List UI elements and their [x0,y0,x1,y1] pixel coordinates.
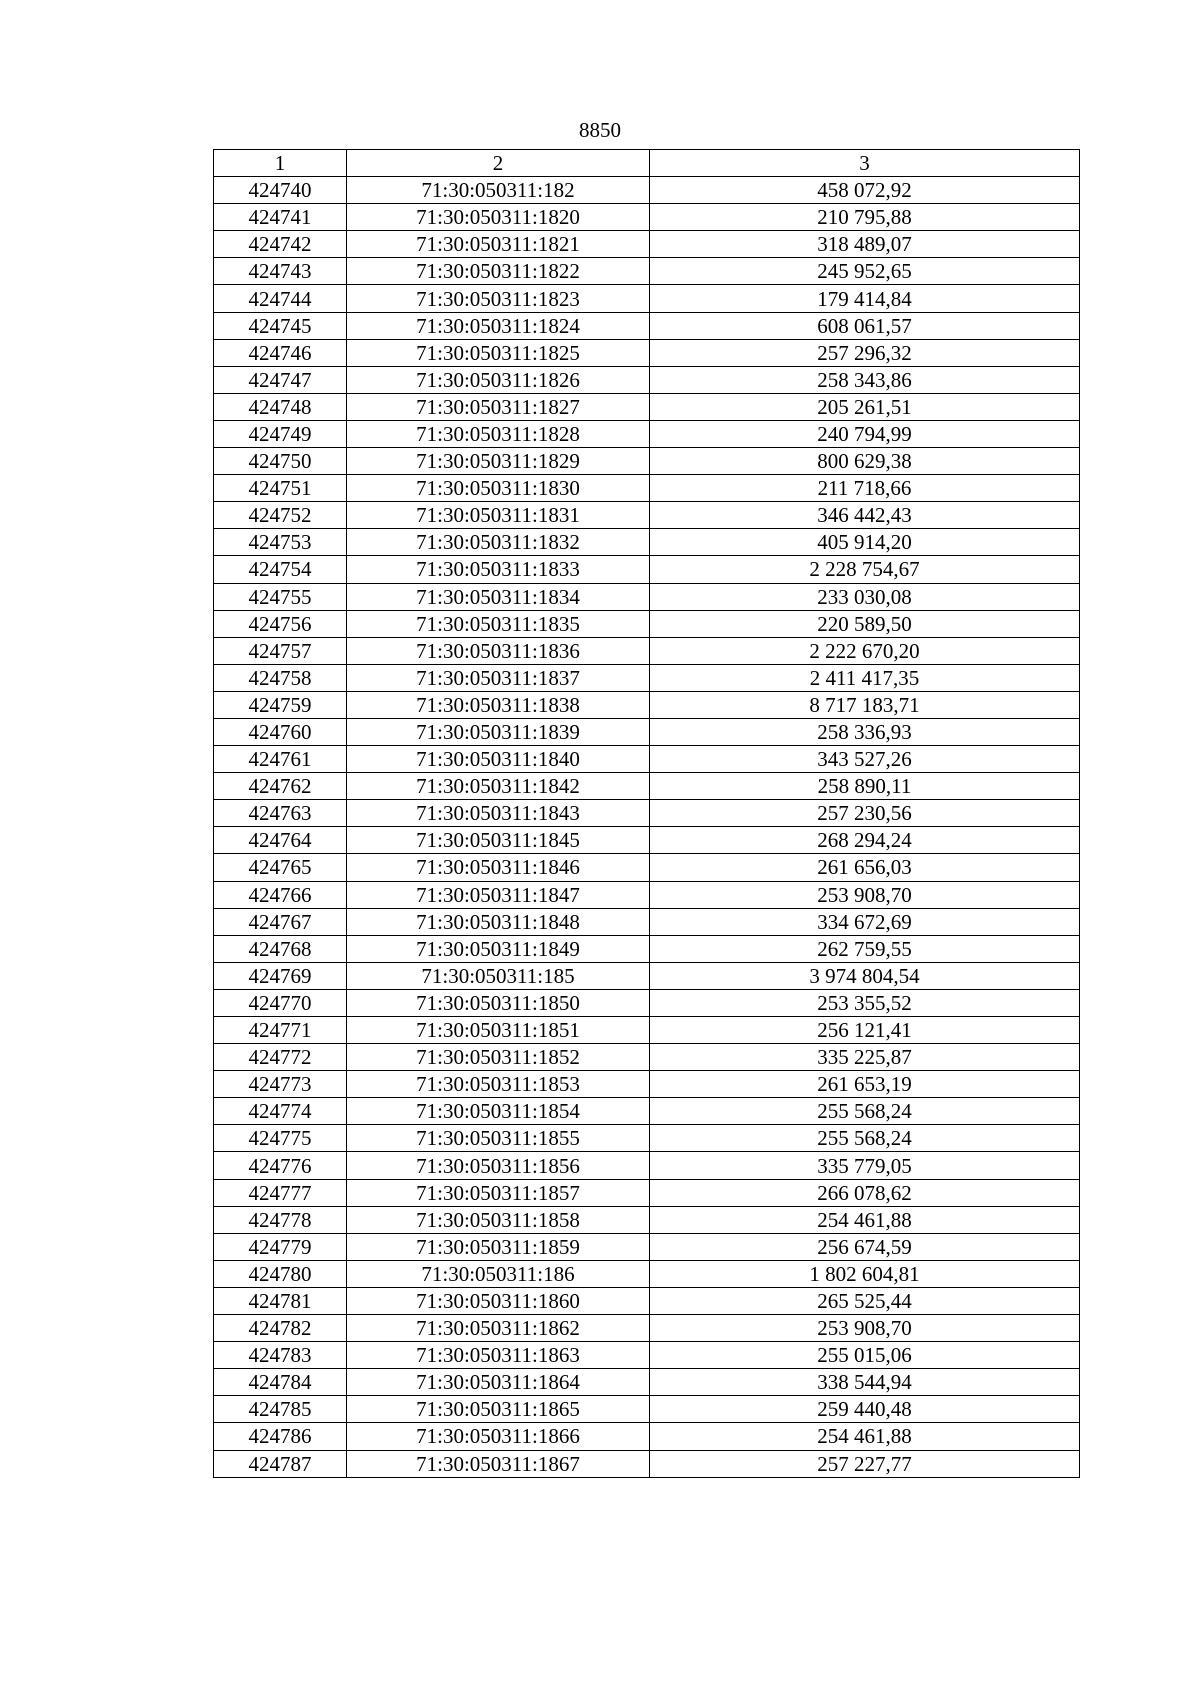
cadastral-number-cell: 71:30:050311:1851 [347,1017,650,1044]
cadastral-number-cell: 71:30:050311:1862 [347,1315,650,1342]
table-row [214,746,1080,773]
cadastral-number-cell: 71:30:050311:1858 [347,1206,650,1233]
cadastral-number-cell: 71:30:050311:1838 [347,691,650,718]
table-row [214,1152,1080,1179]
table-row [214,691,1080,718]
value-cell: 608 061,57 [650,312,1080,339]
row-number-cell: 424773 [214,1071,347,1098]
table-row [214,529,1080,556]
row-number-cell: 424743 [214,258,347,285]
value-cell: 266 078,62 [650,1179,1080,1206]
table-row [214,854,1080,881]
cadastral-number-cell: 71:30:050311:1845 [347,827,650,854]
row-number-cell: 424762 [214,773,347,800]
table-row [214,962,1080,989]
cadastral-number-cell: 71:30:050311:1824 [347,312,650,339]
table-row [214,827,1080,854]
cadastral-number-cell: 71:30:050311:1834 [347,583,650,610]
value-cell: 334 672,69 [650,908,1080,935]
row-number-cell: 424744 [214,285,347,312]
table-row [214,285,1080,312]
cadastral-number-cell: 71:30:050311:1833 [347,556,650,583]
row-number-cell: 424747 [214,366,347,393]
value-cell: 261 656,03 [650,854,1080,881]
row-number-cell: 424742 [214,231,347,258]
cadastral-number-cell: 71:30:050311:1847 [347,881,650,908]
table-row [214,1287,1080,1314]
cadastral-number-cell: 71:30:050311:1865 [347,1396,650,1423]
table-row [214,718,1080,745]
row-number-cell: 424765 [214,854,347,881]
value-cell: 265 525,44 [650,1287,1080,1314]
row-number-cell: 424763 [214,800,347,827]
row-number-cell: 424782 [214,1315,347,1342]
cadastral-number-cell: 71:30:050311:186 [347,1260,650,1287]
row-number-cell: 424787 [214,1450,347,1477]
cadastral-number-cell: 71:30:050311:1839 [347,718,650,745]
row-number-cell: 424740 [214,177,347,204]
cadastral-number-cell: 71:30:050311:1827 [347,393,650,420]
row-number-cell: 424749 [214,420,347,447]
table-row [214,420,1080,447]
table-row [214,1423,1080,1450]
cadastral-number-cell: 71:30:050311:1820 [347,204,650,231]
value-cell: 253 355,52 [650,989,1080,1016]
table-row [214,1017,1080,1044]
cadastral-number-cell: 71:30:050311:1829 [347,448,650,475]
value-cell: 256 674,59 [650,1233,1080,1260]
table-row [214,637,1080,664]
cadastral-number-cell: 71:30:050311:1828 [347,420,650,447]
value-cell: 405 914,20 [650,529,1080,556]
cadastral-number-cell: 71:30:050311:1850 [347,989,650,1016]
value-cell: 255 568,24 [650,1098,1080,1125]
table-row [214,664,1080,691]
row-number-cell: 424741 [214,204,347,231]
table-row [214,1179,1080,1206]
column-header-3: 3 [650,150,1080,177]
row-number-cell: 424760 [214,718,347,745]
table-header-row [214,150,1080,177]
row-number-cell: 424769 [214,962,347,989]
table-row [214,1071,1080,1098]
row-number-cell: 424752 [214,502,347,529]
row-number-cell: 424753 [214,529,347,556]
table-row [214,177,1080,204]
value-cell: 255 015,06 [650,1342,1080,1369]
cadastral-number-cell: 71:30:050311:1832 [347,529,650,556]
table-row [214,556,1080,583]
cadastral-number-cell: 71:30:050311:1856 [347,1152,650,1179]
value-cell: 220 589,50 [650,610,1080,637]
value-cell: 253 908,70 [650,1315,1080,1342]
value-cell: 335 225,87 [650,1044,1080,1071]
value-cell: 257 227,77 [650,1450,1080,1477]
column-header-1: 1 [214,150,347,177]
cadastral-number-cell: 71:30:050311:1854 [347,1098,650,1125]
value-cell: 346 442,43 [650,502,1080,529]
value-cell: 255 568,24 [650,1125,1080,1152]
value-cell: 256 121,41 [650,1017,1080,1044]
cadastral-number-cell: 71:30:050311:1826 [347,366,650,393]
table-row [214,908,1080,935]
value-cell: 233 030,08 [650,583,1080,610]
value-cell: 2 228 754,67 [650,556,1080,583]
table-row [214,1369,1080,1396]
value-cell: 261 653,19 [650,1071,1080,1098]
row-number-cell: 424764 [214,827,347,854]
table-row [214,1125,1080,1152]
row-number-cell: 424777 [214,1179,347,1206]
cadastral-number-cell: 71:30:050311:1849 [347,935,650,962]
value-cell: 254 461,88 [650,1423,1080,1450]
cadastral-number-cell: 71:30:050311:1837 [347,664,650,691]
cadastral-number-cell: 71:30:050311:1866 [347,1423,650,1450]
table-row [214,1206,1080,1233]
row-number-cell: 424754 [214,556,347,583]
row-number-cell: 424780 [214,1260,347,1287]
table-row [214,1233,1080,1260]
value-cell: 253 908,70 [650,881,1080,908]
cadastral-number-cell: 71:30:050311:1846 [347,854,650,881]
value-cell: 1 802 604,81 [650,1260,1080,1287]
row-number-cell: 424768 [214,935,347,962]
table-row [214,258,1080,285]
row-number-cell: 424748 [214,393,347,420]
cadastral-number-cell: 71:30:050311:1822 [347,258,650,285]
cadastral-number-cell: 71:30:050311:1823 [347,285,650,312]
table-row [214,1044,1080,1071]
cadastral-number-cell: 71:30:050311:1852 [347,1044,650,1071]
row-number-cell: 424755 [214,583,347,610]
table-row [214,312,1080,339]
row-number-cell: 424761 [214,746,347,773]
table-row [214,204,1080,231]
cadastral-number-cell: 71:30:050311:1842 [347,773,650,800]
cadastral-number-cell: 71:30:050311:1863 [347,1342,650,1369]
value-cell: 179 414,84 [650,285,1080,312]
row-number-cell: 424776 [214,1152,347,1179]
row-number-cell: 424759 [214,691,347,718]
value-cell: 262 759,55 [650,935,1080,962]
value-cell: 800 629,38 [650,448,1080,475]
table-row [214,610,1080,637]
table-row [214,1260,1080,1287]
table-row [214,502,1080,529]
table-body [214,177,1080,1478]
row-number-cell: 424784 [214,1369,347,1396]
value-cell: 2 411 417,35 [650,664,1080,691]
value-cell: 240 794,99 [650,420,1080,447]
value-cell: 268 294,24 [650,827,1080,854]
table-row [214,1342,1080,1369]
value-cell: 257 230,56 [650,800,1080,827]
value-cell: 211 718,66 [650,475,1080,502]
value-cell: 205 261,51 [650,393,1080,420]
table-row [214,800,1080,827]
table-row [214,881,1080,908]
row-number-cell: 424758 [214,664,347,691]
row-number-cell: 424746 [214,339,347,366]
row-number-cell: 424745 [214,312,347,339]
table-row [214,1396,1080,1423]
row-number-cell: 424767 [214,908,347,935]
cadastral-number-cell: 71:30:050311:1867 [347,1450,650,1477]
table-row [214,583,1080,610]
cadastral-number-cell: 71:30:050311:1831 [347,502,650,529]
cadastral-number-cell: 71:30:050311:1843 [347,800,650,827]
cadastral-number-cell: 71:30:050311:1853 [347,1071,650,1098]
page-number: 8850 [579,118,621,142]
table-row [214,773,1080,800]
row-number-cell: 424756 [214,610,347,637]
row-number-cell: 424781 [214,1287,347,1314]
table-row [214,1450,1080,1477]
cadastral-number-cell: 71:30:050311:1840 [347,746,650,773]
value-cell: 258 890,11 [650,773,1080,800]
value-cell: 338 544,94 [650,1369,1080,1396]
table-row [214,475,1080,502]
row-number-cell: 424783 [214,1342,347,1369]
table-row [214,448,1080,475]
cadastral-number-cell: 71:30:050311:1859 [347,1233,650,1260]
row-number-cell: 424772 [214,1044,347,1071]
value-cell: 335 779,05 [650,1152,1080,1179]
row-number-cell: 424785 [214,1396,347,1423]
value-cell: 318 489,07 [650,231,1080,258]
value-cell: 258 343,86 [650,366,1080,393]
table-row [214,366,1080,393]
value-cell: 210 795,88 [650,204,1080,231]
row-number-cell: 424750 [214,448,347,475]
value-cell: 3 974 804,54 [650,962,1080,989]
cadastral-number-cell: 71:30:050311:1835 [347,610,650,637]
table-row [214,935,1080,962]
value-cell: 257 296,32 [650,339,1080,366]
cadastral-number-cell: 71:30:050311:1836 [347,637,650,664]
value-cell: 458 072,92 [650,177,1080,204]
row-number-cell: 424771 [214,1017,347,1044]
row-number-cell: 424770 [214,989,347,1016]
cadastral-number-cell: 71:30:050311:185 [347,962,650,989]
value-cell: 343 527,26 [650,746,1080,773]
cadastral-number-cell: 71:30:050311:1855 [347,1125,650,1152]
row-number-cell: 424751 [214,475,347,502]
row-number-cell: 424775 [214,1125,347,1152]
row-number-cell: 424757 [214,637,347,664]
table-row [214,231,1080,258]
cadastral-number-cell: 71:30:050311:1860 [347,1287,650,1314]
cadastral-number-cell: 71:30:050311:1848 [347,908,650,935]
data-table [213,149,1080,1478]
row-number-cell: 424774 [214,1098,347,1125]
table-row [214,989,1080,1016]
cadastral-number-cell: 71:30:050311:1830 [347,475,650,502]
value-cell: 254 461,88 [650,1206,1080,1233]
table-row [214,339,1080,366]
cadastral-number-cell: 71:30:050311:1825 [347,339,650,366]
value-cell: 245 952,65 [650,258,1080,285]
row-number-cell: 424779 [214,1233,347,1260]
row-number-cell: 424786 [214,1423,347,1450]
cadastral-number-cell: 71:30:050311:1821 [347,231,650,258]
row-number-cell: 424766 [214,881,347,908]
value-cell: 8 717 183,71 [650,691,1080,718]
cadastral-number-cell: 71:30:050311:1864 [347,1369,650,1396]
table-row [214,1098,1080,1125]
column-header-2: 2 [347,150,650,177]
value-cell: 2 222 670,20 [650,637,1080,664]
cadastral-number-cell: 71:30:050311:1857 [347,1179,650,1206]
cadastral-number-cell: 71:30:050311:182 [347,177,650,204]
value-cell: 258 336,93 [650,718,1080,745]
value-cell: 259 440,48 [650,1396,1080,1423]
table-row [214,393,1080,420]
table-row [214,1315,1080,1342]
row-number-cell: 424778 [214,1206,347,1233]
